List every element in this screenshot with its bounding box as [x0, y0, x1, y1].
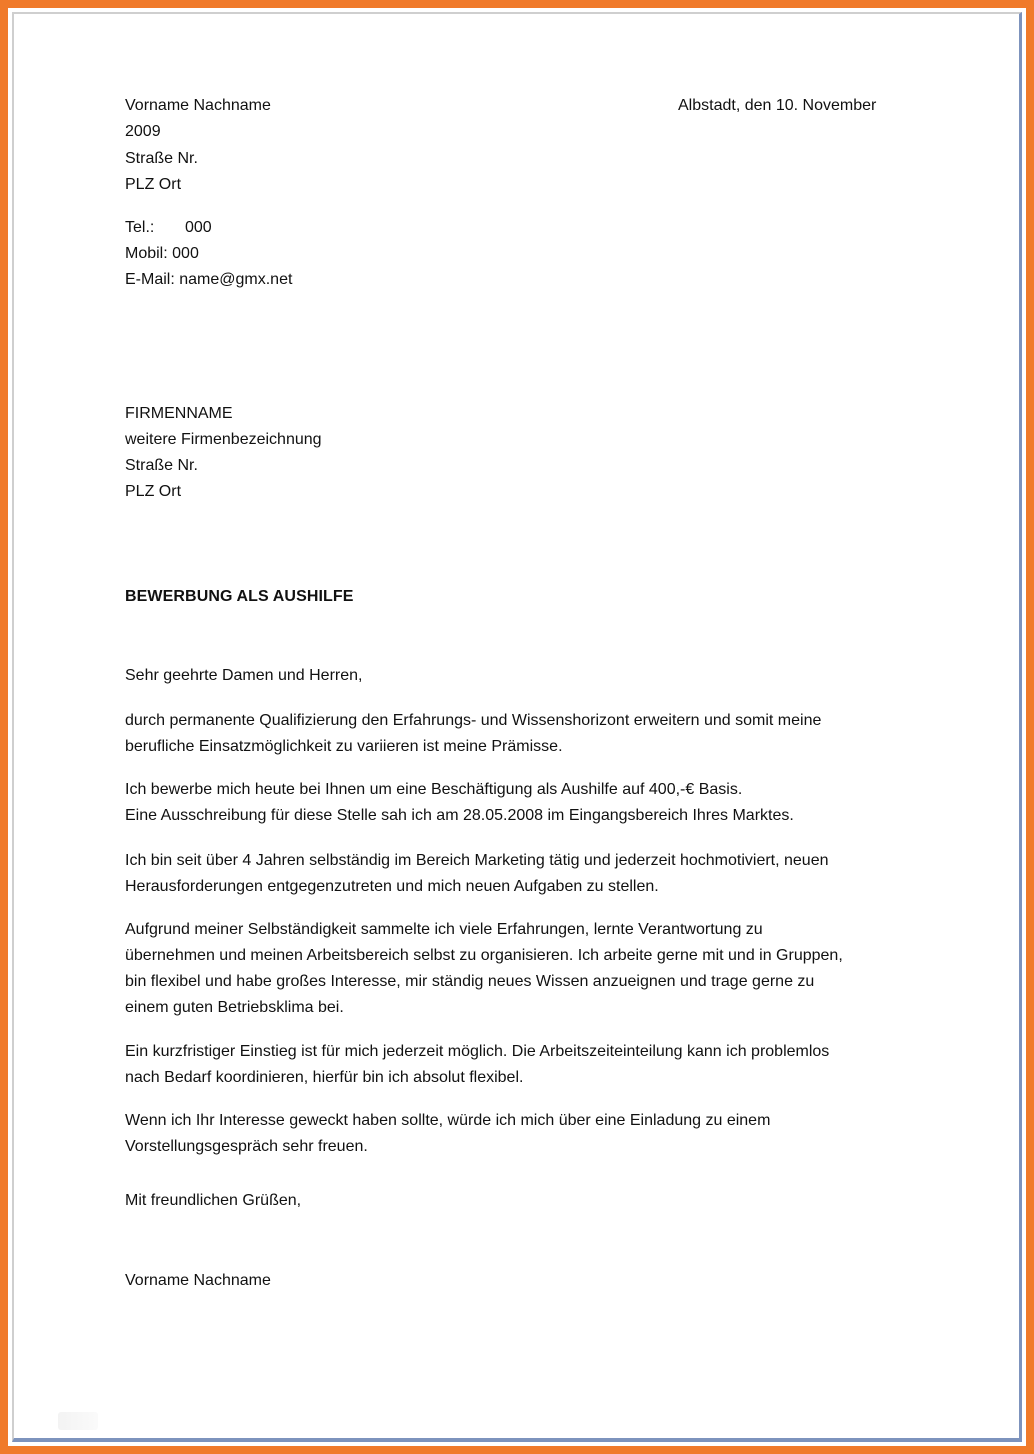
letter-date-year: 2009	[125, 123, 161, 140]
sender-name: Vorname Nachname	[125, 97, 271, 114]
sender-email	[125, 270, 292, 290]
paragraph-6-line-2: Vorstellungsgespräch sehr freuen.	[125, 1138, 368, 1155]
paragraph-5-line-1: Ein kurzfristiger Einstieg ist für mich jederzeit möglich. Die Arbeitszeiteinteilung kann ich problemlos	[125, 1043, 830, 1060]
paragraph-1-line-2: berufliche Einsatzmöglichkeit zu variieren ist meine Prämisse.	[125, 738, 563, 755]
email-value: name@gmx.net	[179, 271, 293, 288]
sender-phone	[125, 218, 212, 238]
paragraph-4-line-3: bin flexibel und habe großes Interesse, mir ständig neues Wissen anzueignen und trage gerne zu	[125, 973, 815, 990]
paragraph-4-line-1: Aufgrund meiner Selbständigkeit sammelte ich viele Erfahrungen, lernte Verantwortung zu	[125, 921, 763, 938]
paragraph-1-line-1: durch permanente Qualifizierung den Erfahrungs- und Wissenshorizont erweitern und somit meine	[125, 712, 822, 729]
sender-city: PLZ Ort	[125, 176, 182, 193]
paragraph-3-line-2: Herausforderungen entgegenzutreten und mich neuen Aufgaben zu stellen.	[125, 878, 659, 895]
recipient-street: Straße Nr.	[125, 457, 198, 474]
sender-mobile	[125, 244, 199, 264]
recipient-city: PLZ Ort	[125, 483, 182, 500]
recipient-company-extra: weitere Firmenbezeichnung	[125, 431, 322, 448]
faint-watermark	[58, 1412, 98, 1430]
sender-street: Straße Nr.	[125, 150, 198, 167]
salutation: Sehr geehrte Damen und Herren,	[125, 667, 363, 684]
phone-label: Tel.:	[125, 219, 155, 236]
mobile-value: 000	[172, 245, 199, 262]
paragraph-2-line-2: Eine Ausschreibung für diese Stelle sah ich am 28.05.2008 im Eingangsbereich Ihres Marktes.	[125, 807, 794, 824]
paragraph-5-line-2: nach Bedarf koordinieren, hierfür bin ich absolut flexibel.	[125, 1069, 524, 1086]
document-page	[12, 12, 1022, 1442]
mobile-label: Mobil:	[125, 245, 168, 262]
paragraph-6-line-1: Wenn ich Ihr Interesse geweckt haben sollte, würde ich mich über eine Einladung zu einem	[125, 1112, 771, 1129]
phone-value: 000	[185, 219, 212, 236]
paragraph-4-line-4: einem guten Betriebsklima bei.	[125, 999, 344, 1016]
signature-name: Vorname Nachname	[125, 1272, 271, 1289]
recipient-company: FIRMENNAME	[125, 405, 233, 422]
letter-subject: BEWERBUNG ALS AUSHILFE	[125, 588, 354, 605]
closing: Mit freundlichen Grüßen,	[125, 1192, 302, 1209]
paragraph-4-line-2: übernehmen und meinen Arbeitsbereich selbst zu organisieren. Ich arbeite gerne mit und in Gruppen,	[125, 947, 843, 964]
paragraph-3-line-1: Ich bin seit über 4 Jahren selbständig im Bereich Marketing tätig und jederzeit hochmotiviert, neuen	[125, 852, 829, 869]
email-label: E-Mail:	[125, 271, 175, 288]
letter-date: Albstadt, den 10. November	[678, 97, 877, 114]
paragraph-2-line-1: Ich bewerbe mich heute bei Ihnen um eine Beschäftigung als Aushilfe auf 400,-€ Basis.	[125, 781, 743, 798]
